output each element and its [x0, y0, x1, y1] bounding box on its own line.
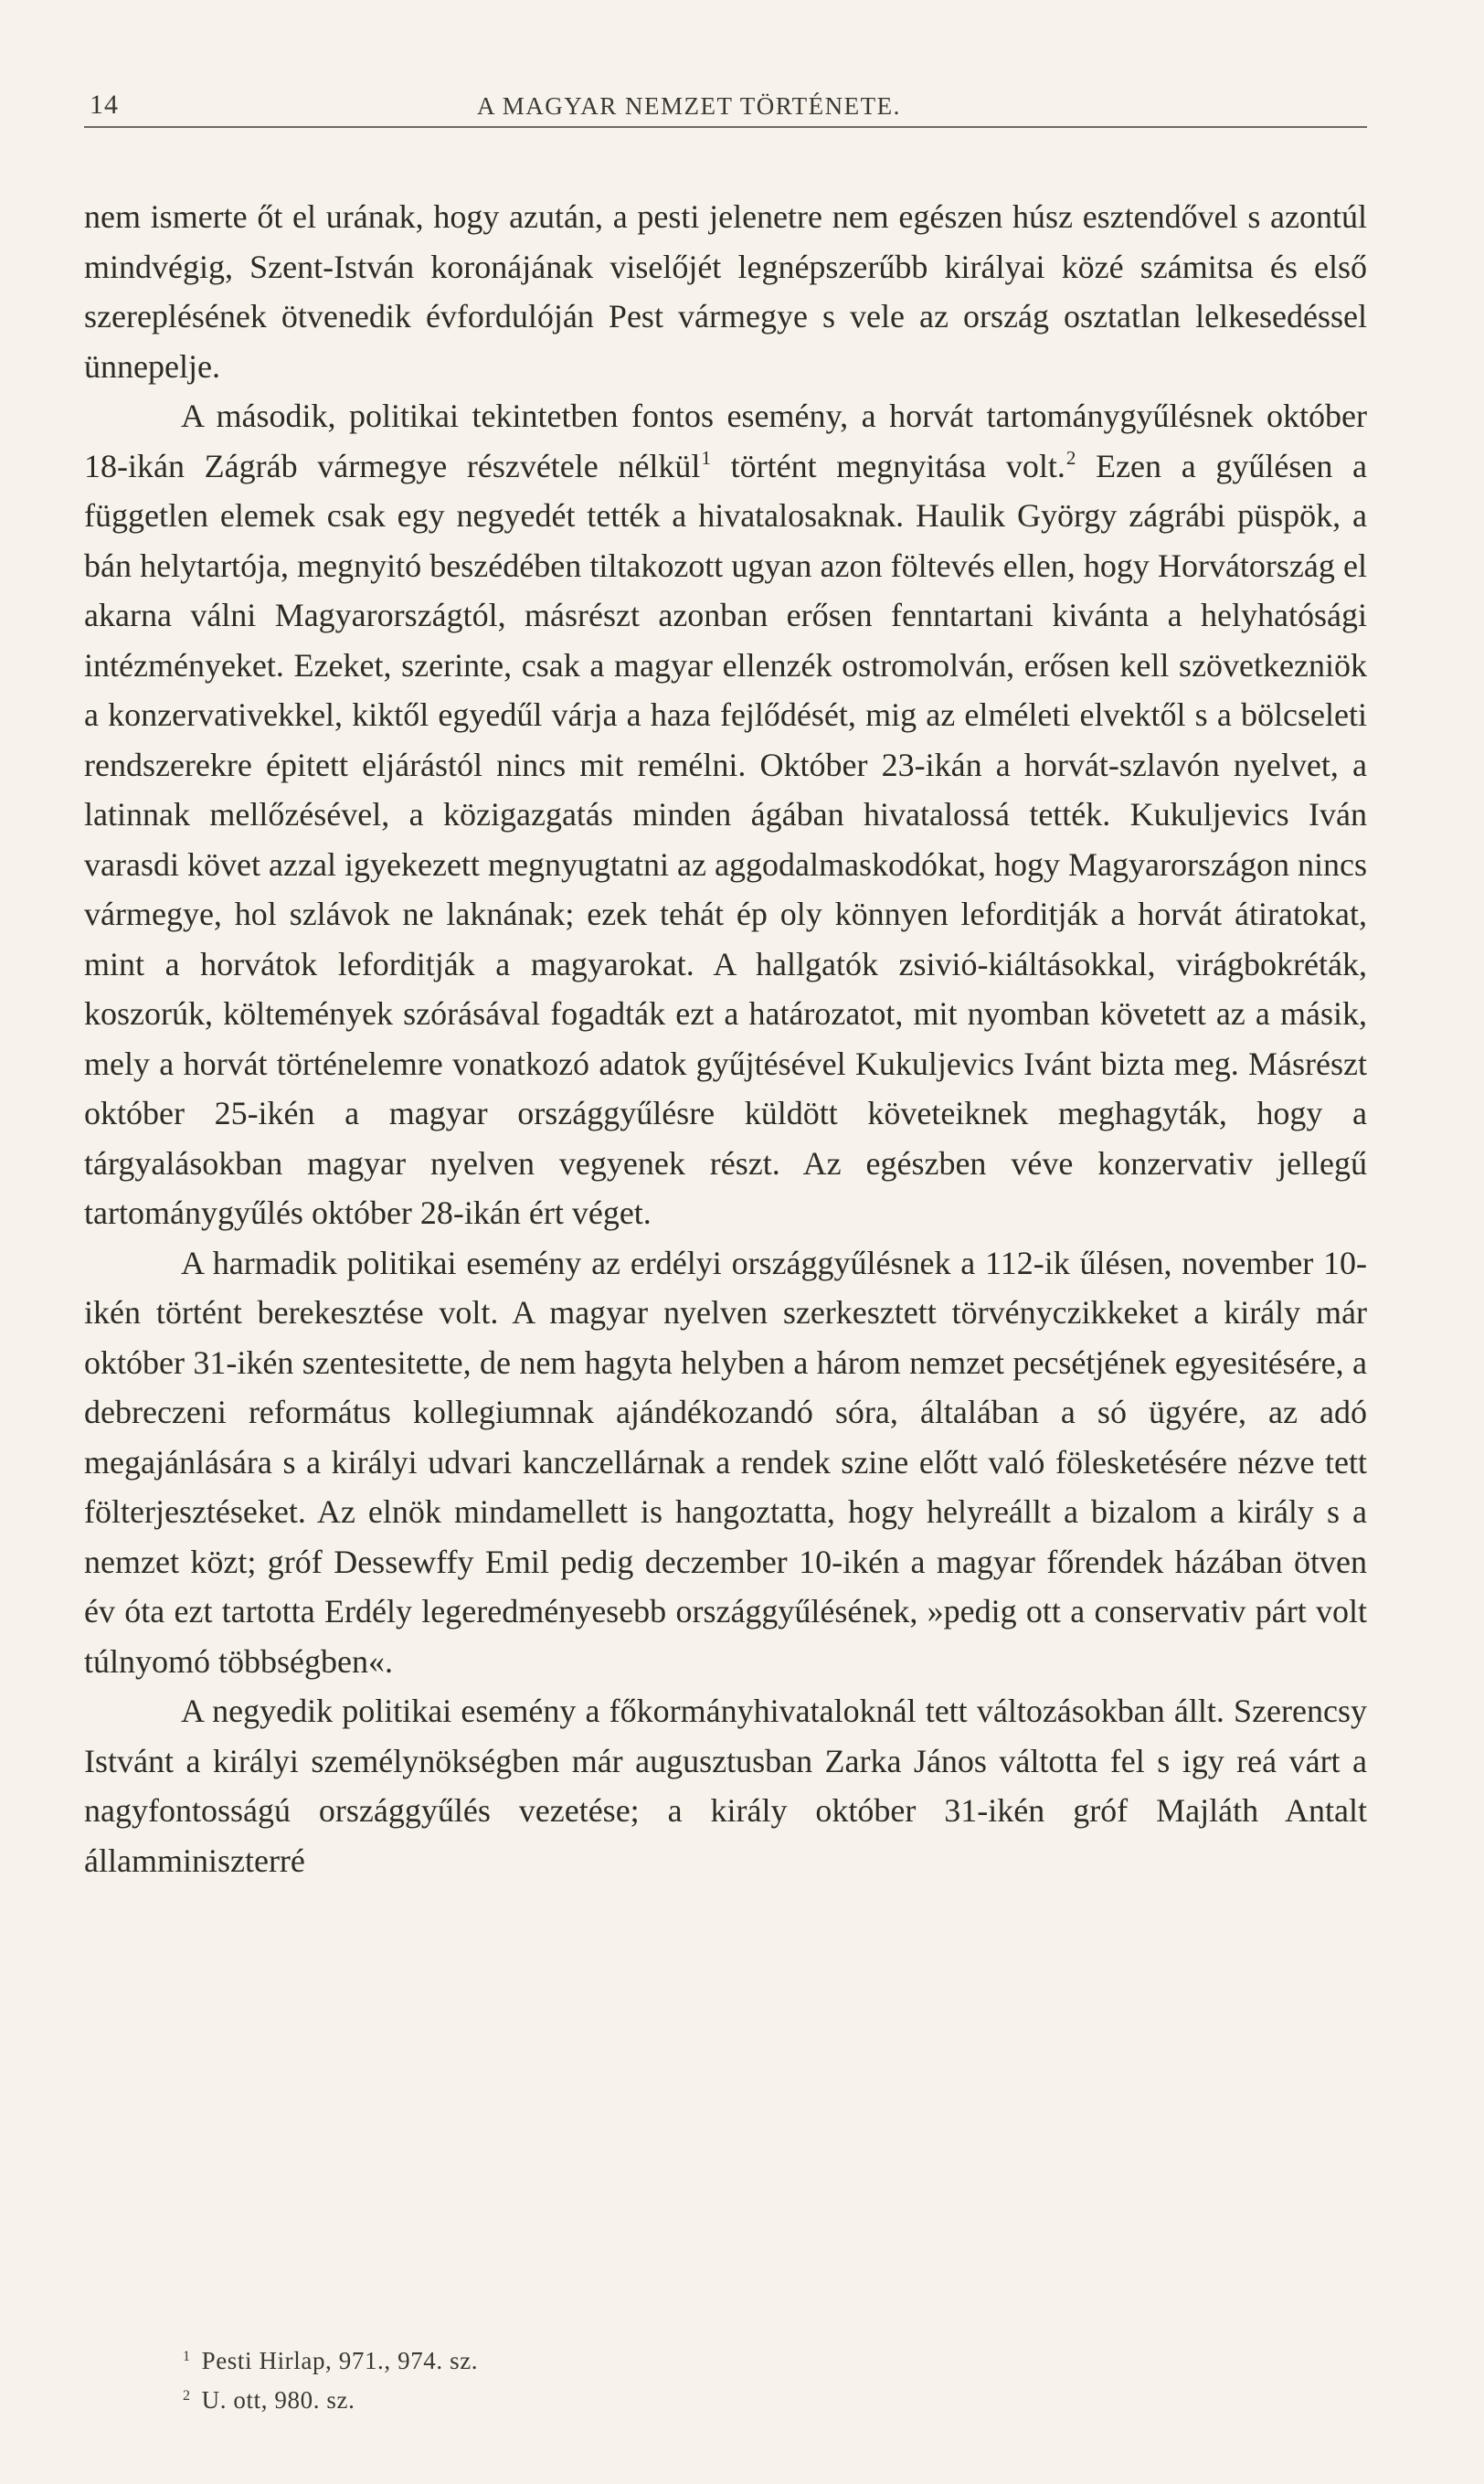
footnote-reference: 1 — [701, 446, 711, 469]
paragraph-text: A negyedik politikai esemény a főkormányhivataloknál tett változásokban állt. Szerencsy Istvánt a királyi személynökségben már augusztusban Zarka János váltotta fel s igy reá várt a nagyfontosságú országgyűlés vezetése; a király október 31-ikén gróf Majláth Antalt államminiszterré — [84, 1693, 1367, 1879]
running-head — [84, 82, 1367, 128]
paragraph — [84, 391, 1367, 1238]
paragraph-text: Ezen a gyűlésen a független elemek csak egy negyedét tették a hivatalosaknak. Haulik György zágrábi püspök, a bán helytartója, megnyitó beszédében tiltakozott ugyan azon föltevés ellen, hogy Horvátország el akarna válni Magyarországtól, másrészt azonban erősen fenntartani kivánta a helyhatósági intézményeket. Ezeket, szerinte, csak a magyar ellenzék ostromolván, erősen kell szövetkezniök a konzervativekkel, kiktől egyedűl várja a haza fejlődését, mig az elméleti elvektől s a bölcseleti rendszerekre épitett eljárástól nincs mit remélni. Október 23-ikán a horvát-szlavón nyelvet, a latinnak mellőzésével, a közigazgatás minden ágában hivatalossá tették. Kukuljevics Iván varasdi követ azzal igyekezett megnyugtatni az aggodalmaskodókat, hogy Magyarországon nincs vármegye, hol szlávok ne laknának; ezek tehát ép oly könnyen leforditják a horvát átiratokat, mint a horvátok leforditják a magyarokat. A hallgatók zsivió-kiáltásokkal, virágbokréták, koszorúk, költemények szórásával fogadták ezt a határozatot, mit nyomban követett az a másik, mely a horvát történelemre vonatkozó adatok gyűjtésével Kukuljevics Ivánt bizta meg. Másrészt október 25-ikén a magyar országgyűlésre küldött követeiknek meghagyták, hogy a tárgyalásokban magyar nyelven vegyenek részt. Az egészben véve konzervativ jellegű tartománygyűlés október 28-ikán ért véget. — [84, 447, 1367, 1231]
footnote-mark: 2 — [183, 2388, 191, 2404]
paragraph-text: A második, politikai tekintetben fontos esemény, a horvát tartománygyűlésnek október 18-ikán Zágráb vármegye részvétele nélkül — [84, 398, 1367, 484]
body-text — [84, 192, 1367, 1885]
book-page — [84, 82, 1367, 2422]
footnote-mark: 1 — [183, 2349, 191, 2364]
footnote — [183, 2341, 1097, 2381]
page-number: 14 — [90, 90, 119, 120]
paragraph-text: A harmadik politikai esemény az erdélyi országgyűlésnek a 112-ik űlésen, november 10-ikén történt berekesztése volt. A magyar nyelven szerkesztett törvényczikkeket a király már október 31-ikén szentesitette, de nem hagyta helyben a három nemzet pecsétjének egyesitésére, a debreczeni református kollegiumnak ajándékozandó sóra, általában a só ügyére, az adó megajánlására s a királyi udvari kanczellárnak a rendek szine előtt való fölesketésére nézve tett fölterjesztéseket. Az elnök mindamellett is hangoztatta, hogy helyreállt a bizalom a király s a nemzet közt; gróf Dessewffy Emil pedig deczember 10-ikén a magyar főrendek házában ötven év óta ezt tartotta Erdély legeredményesebb országgyűlésének, »pedig ott a conservativ párt volt túlnyomó többségben«. — [84, 1244, 1367, 1680]
footnote-reference: 2 — [1065, 446, 1076, 469]
footnote — [183, 2381, 1097, 2420]
paragraph-text: nem ismerte őt el urának, hogy azután, a pesti jelenetre nem egészen húsz esztendővel s azontúl mindvégig, Szent-István koronájának viselőjét legnépszerűbb királyai közé számitsa és első szereplésének ötvenedik évfordulóján Pest vármegye s vele az ország osztatlan lelkesedéssel ünnepelje. — [84, 198, 1367, 385]
paragraph — [84, 1686, 1367, 1885]
running-title: A MAGYAR NEMZET TÖRTÉNETE. — [477, 92, 901, 120]
footnotes — [183, 2341, 1097, 2420]
paragraph — [84, 192, 1367, 391]
footnote-text: U. ott, 980. sz. — [201, 2386, 355, 2414]
paragraph-text: történt megnyitása volt. — [710, 447, 1065, 484]
paragraph — [84, 1238, 1367, 1687]
footnote-text: Pesti Hirlap, 971., 974. sz. — [201, 2347, 479, 2374]
